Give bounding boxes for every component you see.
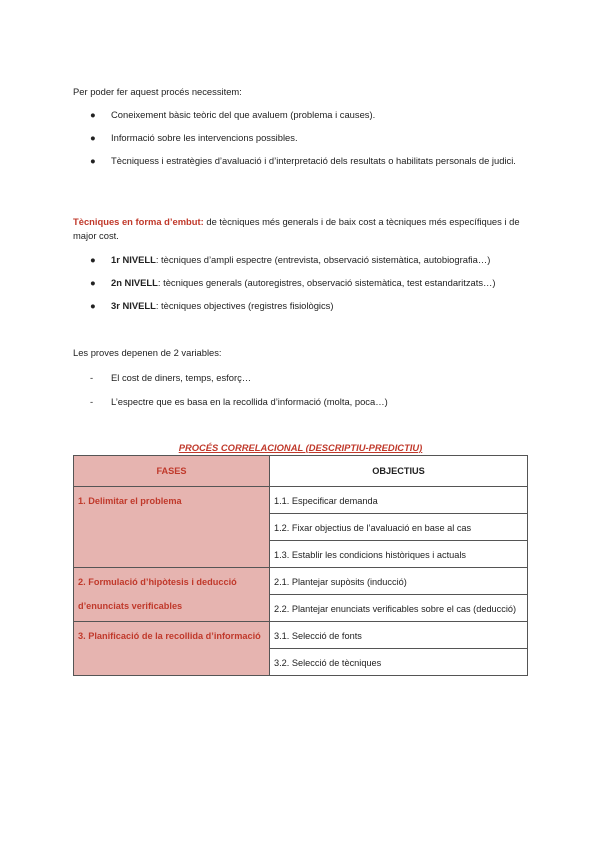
nivell-text: : tècniques objectives (registres fisiològics) — [155, 300, 334, 311]
fase-cell: 1. Delimitar el problema — [74, 487, 270, 568]
header-objectius: OBJECTIUS — [270, 456, 528, 487]
tecniques-paragraph — [73, 215, 533, 243]
header-fases: FASES — [74, 456, 270, 487]
bullet-icon: ● — [90, 300, 96, 311]
need-text: Informació sobre les intervencions possibles. — [111, 132, 298, 143]
table-row — [74, 487, 528, 514]
objectiu-cell: 3.1. Selecció de fonts — [270, 622, 528, 649]
tecniques-text: de tècniques més generals i de baix cost a tècniques més específiques i de major cost. — [73, 216, 520, 241]
fase-cell: 3. Planificació de la recollida d’informació — [74, 622, 270, 676]
process-table — [73, 455, 528, 676]
dash-icon: - — [90, 396, 94, 407]
bullet-icon: ● — [90, 254, 96, 265]
objectiu-cell: 1.2. Fixar objectius de l’avaluació en base al cas — [270, 514, 528, 541]
bullet-icon: ● — [90, 132, 96, 143]
nivell-text: : tècniques generals (autoregistres, observació sistemàtica, test estandaritzats…) — [157, 277, 496, 288]
proves-text: El cost de diners, temps, esforç… — [111, 372, 252, 383]
table-title: PROCÉS CORRELACIONAL (DESCRIPTIU-PREDICTIU) — [178, 442, 423, 453]
dash-icon: - — [90, 372, 94, 383]
bullet-icon: ● — [90, 109, 96, 120]
objectiu-cell: 2.2. Plantejar enunciats verificables sobre el cas (deducció) — [270, 595, 528, 622]
bullet-icon: ● — [90, 277, 96, 288]
proves-text: L’espectre que es basa en la recollida d’informació (molta, poca…) — [111, 396, 388, 407]
table-header-row — [74, 456, 528, 487]
objectiu-cell: 3.2. Selecció de tècniques — [270, 649, 528, 676]
fase-cell: 2. Formulació d’hipòtesis i deducció d’enunciats verificables — [74, 568, 270, 622]
need-text: Tècniquess i estratègies d’avaluació i d’interpretació dels resultats o habilitats personals de judici. — [111, 155, 516, 166]
nivell-label: 1r NIVELL — [111, 254, 156, 265]
objectiu-cell: 1.1. Especificar demanda — [270, 487, 528, 514]
nivell-label: 2n NIVELL — [111, 277, 158, 288]
table-row — [74, 568, 528, 595]
intro-text: Per poder fer aquest procés necessitem: — [73, 86, 242, 97]
nivell-label: 3r NIVELL — [111, 300, 156, 311]
objectiu-cell: 1.3. Establir les condicions històriques i actuals — [270, 541, 528, 568]
need-text: Coneixement bàsic teòric del que avaluem (problema i causes). — [111, 109, 376, 120]
bullet-icon: ● — [90, 155, 96, 166]
nivell-text: : tècniques d’ampli espectre (entrevista, observació sistemàtica, autobiografia…) — [155, 254, 491, 265]
tecniques-heading: Tècniques en forma d’embut: — [73, 216, 204, 227]
table-row — [74, 622, 528, 649]
proves-intro: Les proves depenen de 2 variables: — [73, 347, 222, 358]
objectiu-cell: 2.1. Plantejar supòsits (inducció) — [270, 568, 528, 595]
